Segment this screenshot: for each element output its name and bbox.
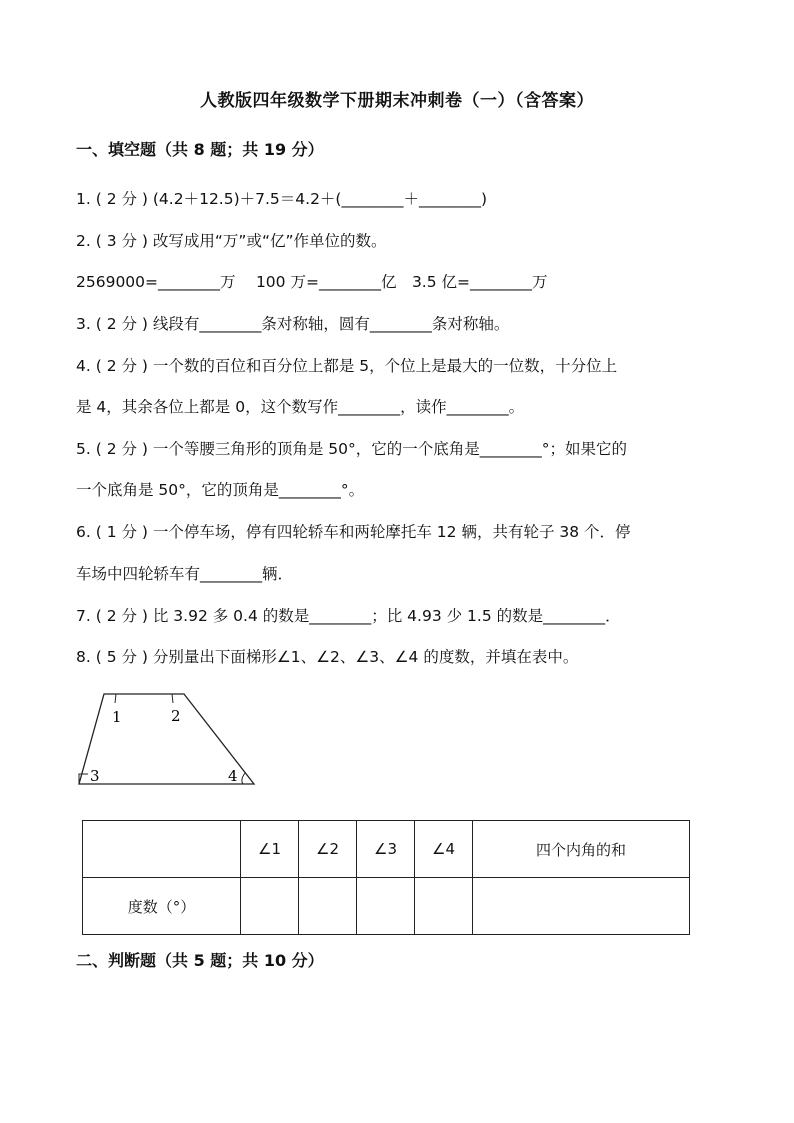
angle-label-3: 3 xyxy=(90,767,100,785)
section-true-false-heading: 二、判断题（共 5 题；共 10 分） xyxy=(76,951,324,970)
table-answer-cell[interactable] xyxy=(299,878,357,935)
page-title: 人教版四年级数学下册期末冲刺卷（一）（含答案） xyxy=(200,91,594,111)
question-4-line-2: 是 4，其余各位上都是 0，这个数写作________，读作________。 xyxy=(76,398,525,416)
table-answer-cell[interactable] xyxy=(415,878,473,935)
angle-4-marker xyxy=(242,773,245,784)
section-fill-blank-heading: 一、填空题（共 8 题；共 19 分） xyxy=(76,140,324,159)
table-answer-cell[interactable] xyxy=(473,878,690,935)
angle-2-marker xyxy=(172,694,184,703)
angle-label-1: 1 xyxy=(112,708,122,726)
question-6-line-2: 车场中四轮轿车有________辆． xyxy=(76,565,294,583)
table-header-cell: ∠4 xyxy=(415,821,473,878)
table-header-cell: ∠3 xyxy=(357,821,415,878)
trapezoid-figure xyxy=(74,686,260,790)
table-header-cell: ∠1 xyxy=(241,821,299,878)
question-6-line-1: 6. ( 1 分 ) 一个停车场，停有四轮轿车和两轮摩托车 12 辆，共有轮子 38 个．停 xyxy=(76,523,631,541)
table-row-label: 度数（°） xyxy=(83,878,241,935)
question-5-line-2: 一个底角是 50°，它的顶角是________°。 xyxy=(76,481,365,499)
question-5-line-1: 5. ( 2 分 ) 一个等腰三角形的顶角是 50°，它的一个底角是________°；如果它的 xyxy=(76,440,628,458)
question-8: 8. ( 5 分 ) 分别量出下面梯形∠1、∠2、∠3、∠4 的度数，并填在表中。 xyxy=(76,648,579,666)
question-7: 7. ( 2 分 ) 比 3.92 多 0.4 的数是________；比 4.93 少 1.5 的数是________． xyxy=(76,607,621,625)
angle-label-4: 4 xyxy=(228,767,238,785)
question-1: 1. ( 2 分 ) (4.2＋12.5)＋7.5＝4.2＋(________＋________) xyxy=(76,190,488,208)
angle-measure-table xyxy=(82,820,690,935)
angle-1-marker xyxy=(104,694,116,703)
table-header-cell: 四个内角的和 xyxy=(473,821,690,878)
question-2-blanks: 2569000=________万 100 万=________亿 3.5 亿=________万 xyxy=(76,273,548,291)
question-2: 2. ( 3 分 ) 改写成用“万”或“亿”作单位的数。 xyxy=(76,232,387,250)
question-3: 3. ( 2 分 ) 线段有________条对称轴，圆有________条对称轴。 xyxy=(76,315,510,333)
question-4-line-1: 4. ( 2 分 ) 一个数的百位和百分位上都是 5，个位上是最大的一位数，十分位上 xyxy=(76,357,618,375)
table-header-cell xyxy=(83,821,241,878)
table-row xyxy=(83,878,690,935)
table-header-row xyxy=(83,821,690,878)
angle-label-2: 2 xyxy=(171,707,181,725)
table-answer-cell[interactable] xyxy=(241,878,299,935)
table-answer-cell[interactable] xyxy=(357,878,415,935)
table-header-cell: ∠2 xyxy=(299,821,357,878)
